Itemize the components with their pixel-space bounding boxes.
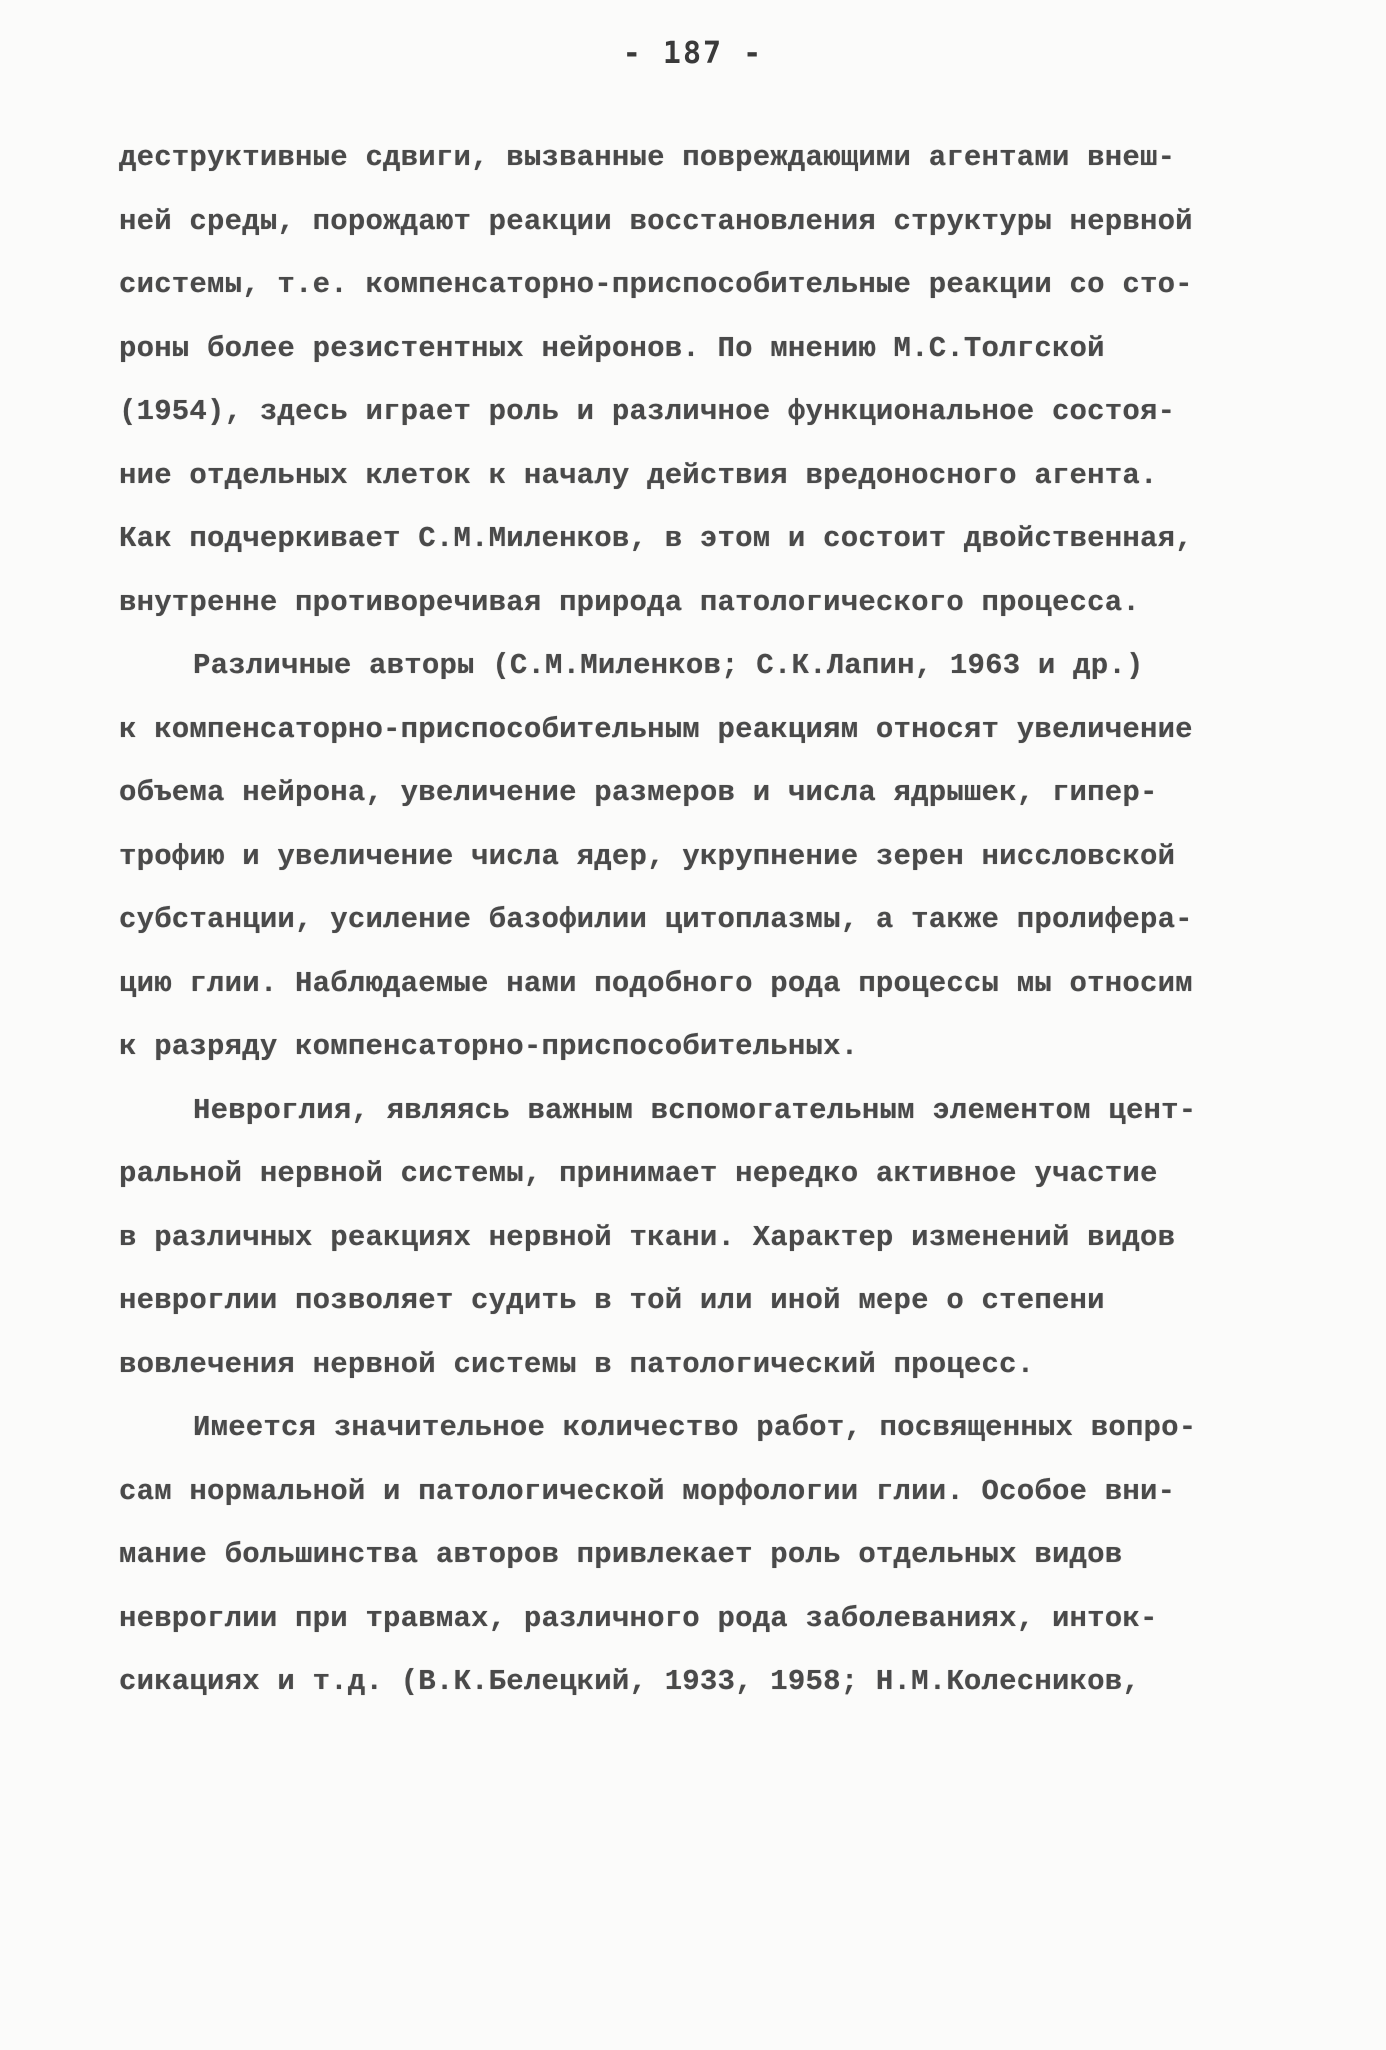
text-line: сам нормальной и патологической морфологии глии. Особое вни- [119, 1474, 1176, 1508]
text-line: объема нейрона, увеличение размеров и числа ядрышек, гипер- [119, 776, 1158, 809]
text-line: цию глии. Наблюдаемые нами подобного рода процессы мы относим [119, 966, 1193, 1000]
paragraph-first-line: Различные авторы (С.М.Миленков; С.К.Лапин, 1963 и др.) [193, 649, 1144, 682]
text-line: ральной нервной системы, принимает нередко активное участие [119, 1157, 1158, 1190]
text-line: сикациях и т.д. (В.К.Белецкий, 1933, 1958; Н.М.Колесников, [119, 1665, 1140, 1698]
text-line: субстанции, усиление базофилии цитоплазмы, а также пролифера- [119, 903, 1193, 936]
text-line: роны более резистентных нейронов. По мнению М.С.Толгской [119, 331, 1105, 365]
text-line: трофию и увеличение числа ядер, укрупнение зерен ниссловской [119, 839, 1176, 873]
text-line: в различных реакциях нервной ткани. Характер изменений видов [119, 1220, 1176, 1254]
text-line: ние отдельных клеток к началу действия вредоносного агента. [119, 458, 1158, 492]
paragraph-first-line: Имеется значительное количество работ, посвященных вопро- [193, 1411, 1197, 1444]
text-line: невроглии при травмах, различного рода заболеваниях, инток- [119, 1601, 1158, 1635]
text-line: к компенсаторно-приспособительным реакциям относят увеличение [119, 712, 1193, 746]
paragraph-first-line: Невроглия, являясь важным вспомогательным элементом цент- [193, 1093, 1197, 1127]
text-line: деструктивные сдвиги, вызванные повреждающими агентами внеш- [119, 141, 1176, 174]
text-line: ней среды, порождают реакции восстановления структуры нервной [119, 204, 1193, 238]
text-line: внутренне противоречивая природа патологического процесса. [119, 585, 1140, 619]
text-line: (1954), здесь играет роль и различное функциональное состоя- [119, 395, 1176, 428]
text-line: мание большинства авторов привлекает роль отдельных видов [119, 1538, 1123, 1571]
page-number: - 187 - [622, 36, 764, 71]
text-line: к разряду компенсаторно-приспособительных. [119, 1030, 859, 1063]
body-text [119, 126, 1289, 1714]
text-line: системы, т.е. компенсаторно-приспособительные реакции со сто- [119, 268, 1193, 301]
text-line: невроглии позволяет судить в той или иной мере о степени [119, 1284, 1105, 1317]
text-line: вовлечения нервной системы в патологический процесс. [119, 1347, 1035, 1381]
text-line: Как подчеркивает С.М.Миленков, в этом и состоит двойственная, [119, 522, 1193, 555]
